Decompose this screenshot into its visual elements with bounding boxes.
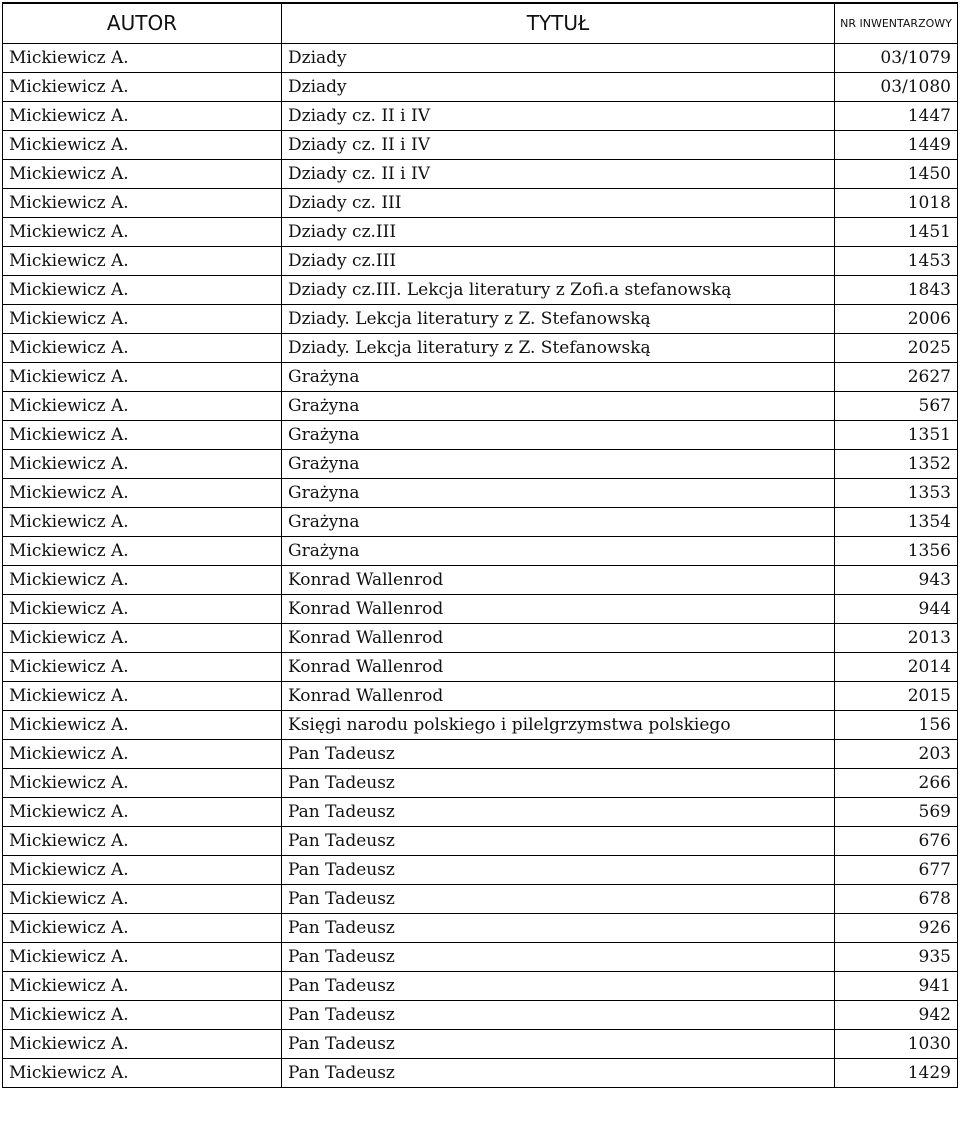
title-cell: Pan Tadeusz [282,1059,835,1088]
table-row [3,44,958,73]
header-inventory-number: NR INWENTARZOWY [835,3,958,44]
author-cell: Mickiewicz A. [3,943,282,972]
inventory-number-cell: 677 [835,856,958,885]
table-row [3,363,958,392]
table-row [3,450,958,479]
inventory-number-cell: 156 [835,711,958,740]
author-cell: Mickiewicz A. [3,73,282,102]
author-cell: Mickiewicz A. [3,131,282,160]
table-row [3,189,958,218]
table-header [3,3,958,44]
table-row [3,972,958,1001]
author-cell: Mickiewicz A. [3,1030,282,1059]
title-cell: Grażyna [282,479,835,508]
author-cell: Mickiewicz A. [3,566,282,595]
author-cell: Mickiewicz A. [3,827,282,856]
author-cell: Mickiewicz A. [3,479,282,508]
author-cell: Mickiewicz A. [3,624,282,653]
title-cell: Konrad Wallenrod [282,653,835,682]
inventory-number-cell: 2015 [835,682,958,711]
author-cell: Mickiewicz A. [3,1059,282,1088]
inventory-number-cell: 2013 [835,624,958,653]
title-cell: Konrad Wallenrod [282,624,835,653]
inventory-number-cell: 1030 [835,1030,958,1059]
table-row [3,595,958,624]
table-row [3,856,958,885]
inventory-number-cell: 203 [835,740,958,769]
table-row [3,276,958,305]
inventory-number-cell: 1353 [835,479,958,508]
header-author: AUTOR [3,3,282,44]
title-cell: Pan Tadeusz [282,972,835,1001]
inventory-number-cell: 03/1079 [835,44,958,73]
author-cell: Mickiewicz A. [3,885,282,914]
inventory-number-cell: 1449 [835,131,958,160]
author-cell: Mickiewicz A. [3,102,282,131]
table-row [3,769,958,798]
author-cell: Mickiewicz A. [3,334,282,363]
table-row [3,131,958,160]
inventory-number-cell: 569 [835,798,958,827]
table-row [3,914,958,943]
table-row [3,305,958,334]
table-row [3,653,958,682]
title-cell: Konrad Wallenrod [282,566,835,595]
inventory-number-cell: 1356 [835,537,958,566]
inventory-number-cell: 2014 [835,653,958,682]
table-body [3,44,958,1088]
inventory-number-cell: 1843 [835,276,958,305]
table-row [3,73,958,102]
header-title: TYTUŁ [282,3,835,44]
inventory-number-cell: 944 [835,595,958,624]
table-row [3,885,958,914]
author-cell: Mickiewicz A. [3,972,282,1001]
inventory-number-cell: 935 [835,943,958,972]
author-cell: Mickiewicz A. [3,44,282,73]
author-cell: Mickiewicz A. [3,189,282,218]
title-cell: Dziady [282,44,835,73]
inventory-number-cell: 2006 [835,305,958,334]
author-cell: Mickiewicz A. [3,856,282,885]
table-row [3,508,958,537]
title-cell: Dziady cz. III [282,189,835,218]
author-cell: Mickiewicz A. [3,218,282,247]
title-cell: Pan Tadeusz [282,914,835,943]
author-cell: Mickiewicz A. [3,711,282,740]
table-row [3,798,958,827]
title-cell: Dziady cz. II i IV [282,160,835,189]
title-cell: Grażyna [282,421,835,450]
inventory-number-cell: 1450 [835,160,958,189]
title-cell: Pan Tadeusz [282,943,835,972]
header-row [3,3,958,44]
inventory-number-cell: 2025 [835,334,958,363]
title-cell: Dziady cz.III. Lekcja literatury z Zofi.a stefanowską [282,276,835,305]
table-row [3,247,958,276]
author-cell: Mickiewicz A. [3,537,282,566]
title-cell: Pan Tadeusz [282,885,835,914]
inventory-number-cell: 943 [835,566,958,595]
table-row [3,827,958,856]
inventory-number-cell: 1429 [835,1059,958,1088]
title-cell: Pan Tadeusz [282,769,835,798]
title-cell: Grażyna [282,392,835,421]
table-row [3,1030,958,1059]
table-row [3,334,958,363]
author-cell: Mickiewicz A. [3,914,282,943]
inventory-number-cell: 2627 [835,363,958,392]
inventory-number-cell: 942 [835,1001,958,1030]
inventory-number-cell: 1451 [835,218,958,247]
inventory-number-cell: 1447 [835,102,958,131]
inventory-number-cell: 1018 [835,189,958,218]
author-cell: Mickiewicz A. [3,276,282,305]
author-cell: Mickiewicz A. [3,798,282,827]
title-cell: Pan Tadeusz [282,1001,835,1030]
title-cell: Grażyna [282,363,835,392]
table-row [3,160,958,189]
author-cell: Mickiewicz A. [3,392,282,421]
table-row [3,421,958,450]
title-cell: Pan Tadeusz [282,1030,835,1059]
author-cell: Mickiewicz A. [3,160,282,189]
title-cell: Dziady cz. II i IV [282,102,835,131]
inventory-number-cell: 678 [835,885,958,914]
inventory-table [2,2,958,1088]
table-row [3,479,958,508]
inventory-number-cell: 941 [835,972,958,1001]
title-cell: Dziady [282,73,835,102]
table-row [3,1059,958,1088]
title-cell: Pan Tadeusz [282,827,835,856]
table-row [3,711,958,740]
title-cell: Dziady cz. II i IV [282,131,835,160]
table-row [3,943,958,972]
author-cell: Mickiewicz A. [3,769,282,798]
table-row [3,566,958,595]
title-cell: Dziady. Lekcja literatury z Z. Stefanowską [282,305,835,334]
author-cell: Mickiewicz A. [3,421,282,450]
author-cell: Mickiewicz A. [3,682,282,711]
title-cell: Grażyna [282,450,835,479]
table-row [3,102,958,131]
title-cell: Grażyna [282,508,835,537]
author-cell: Mickiewicz A. [3,305,282,334]
author-cell: Mickiewicz A. [3,1001,282,1030]
author-cell: Mickiewicz A. [3,363,282,392]
table-row [3,682,958,711]
inventory-number-cell: 1354 [835,508,958,537]
table-row [3,392,958,421]
title-cell: Dziady. Lekcja literatury z Z. Stefanowską [282,334,835,363]
inventory-number-cell: 1453 [835,247,958,276]
table-row [3,624,958,653]
inventory-number-cell: 1352 [835,450,958,479]
title-cell: Pan Tadeusz [282,798,835,827]
inventory-number-cell: 266 [835,769,958,798]
author-cell: Mickiewicz A. [3,653,282,682]
author-cell: Mickiewicz A. [3,450,282,479]
inventory-number-cell: 676 [835,827,958,856]
table-row [3,1001,958,1030]
author-cell: Mickiewicz A. [3,740,282,769]
inventory-number-cell: 1351 [835,421,958,450]
table-row [3,537,958,566]
title-cell: Pan Tadeusz [282,856,835,885]
title-cell: Dziady cz.III [282,218,835,247]
inventory-number-cell: 03/1080 [835,73,958,102]
table-row [3,740,958,769]
title-cell: Grażyna [282,537,835,566]
title-cell: Konrad Wallenrod [282,595,835,624]
table-row [3,218,958,247]
title-cell: Księgi narodu polskiego i pilelgrzymstwa polskiego [282,711,835,740]
title-cell: Pan Tadeusz [282,740,835,769]
title-cell: Dziady cz.III [282,247,835,276]
inventory-number-cell: 926 [835,914,958,943]
author-cell: Mickiewicz A. [3,595,282,624]
author-cell: Mickiewicz A. [3,247,282,276]
inventory-number-cell: 567 [835,392,958,421]
title-cell: Konrad Wallenrod [282,682,835,711]
author-cell: Mickiewicz A. [3,508,282,537]
